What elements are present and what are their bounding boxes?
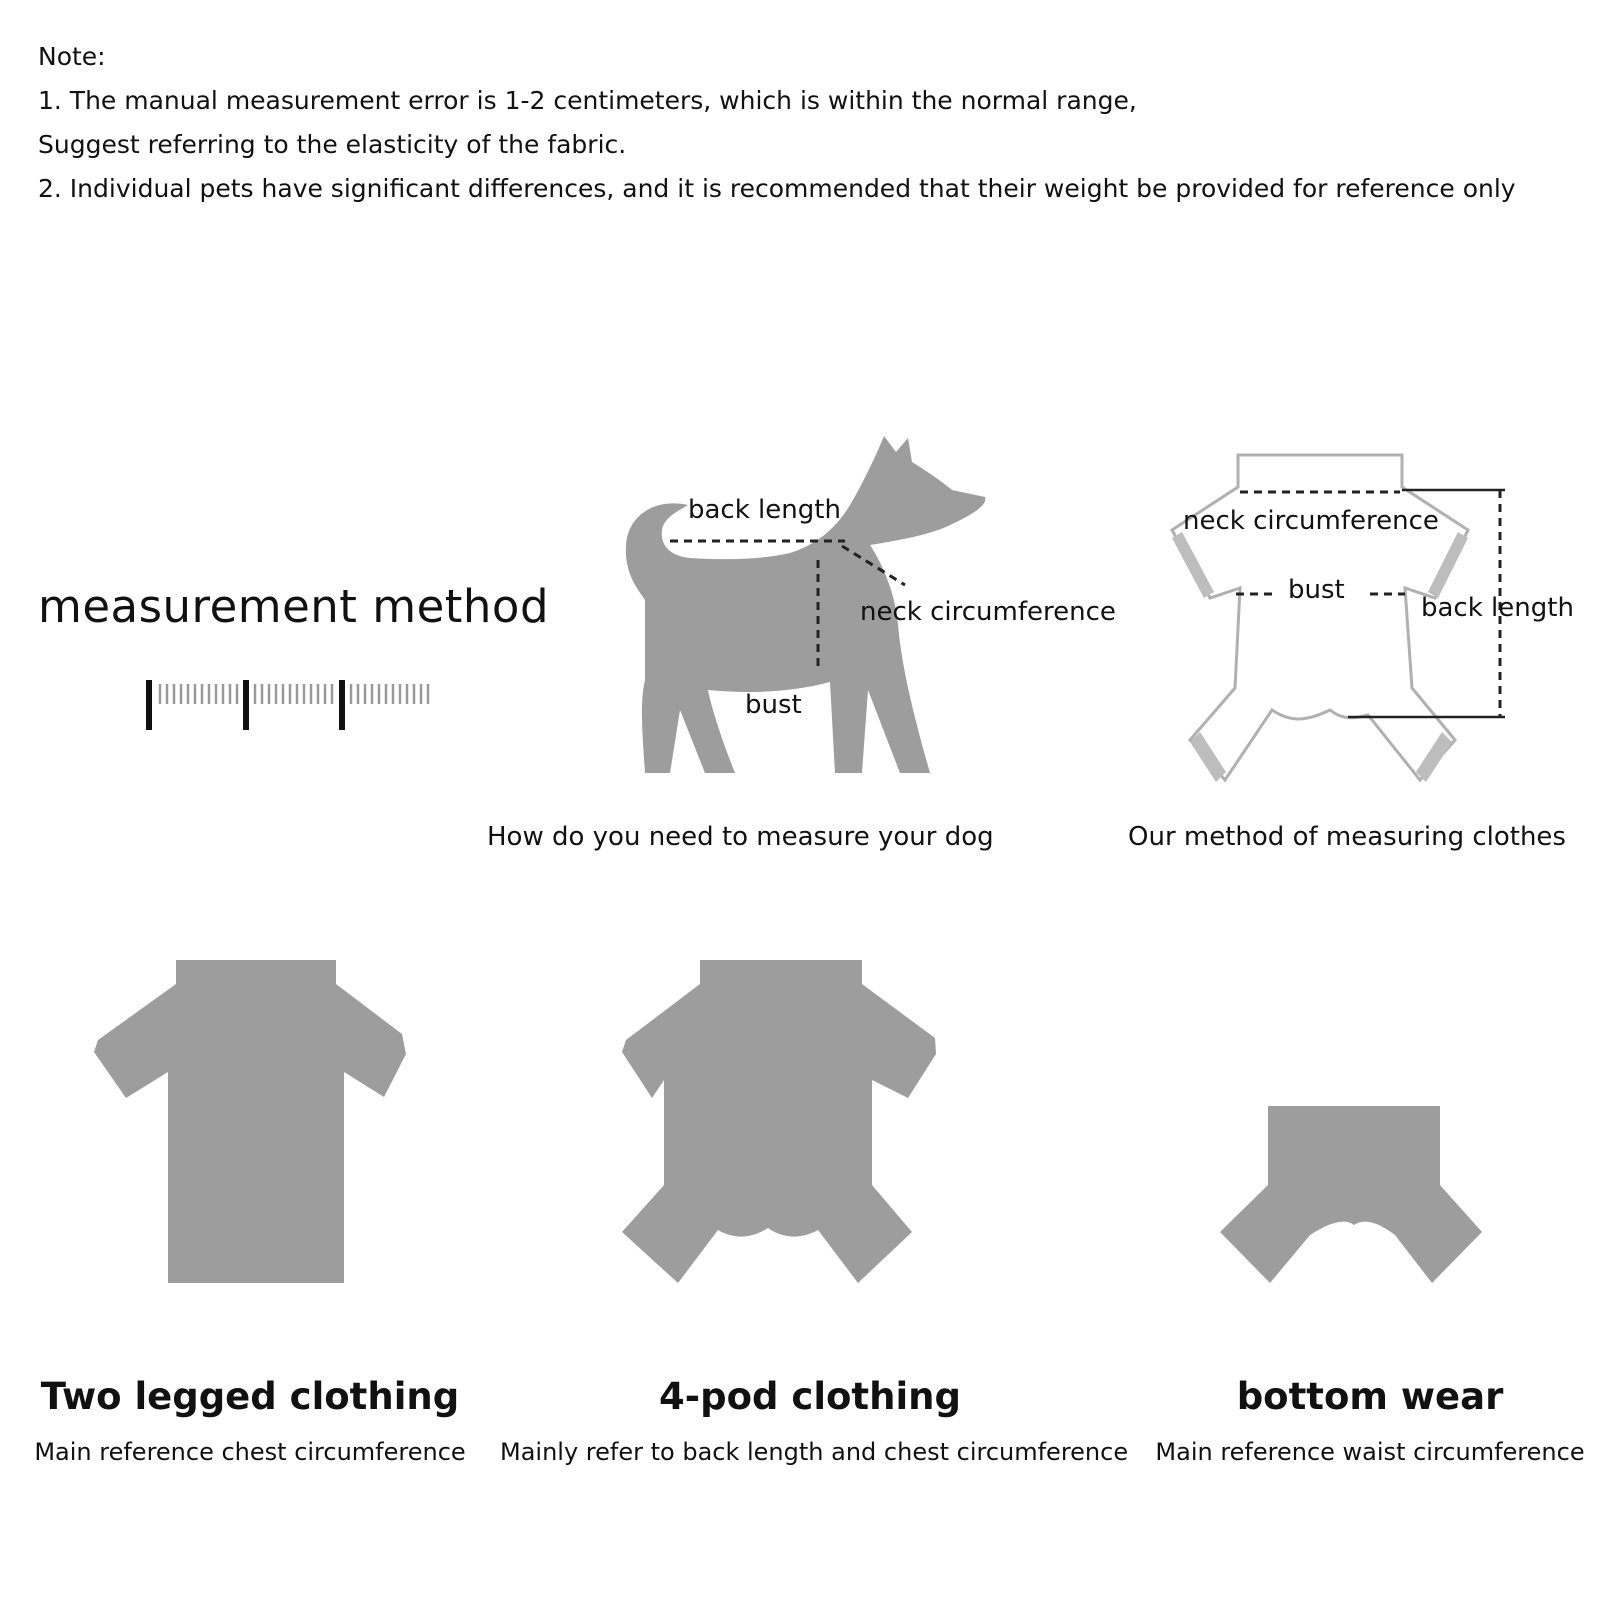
type-title-two-legged: Two legged clothing [40,1375,460,1418]
note-line-1: 1. The manual measurement error is 1-2 centimeters, which is within the normal range, [38,86,1137,115]
clothes-caption: Our method of measuring clothes [1128,822,1566,852]
note-line-3: 2. Individual pets have significant differences, and it is recommended that their weight be provided for reference only [38,174,1516,203]
bottom-wear-icon [1220,1106,1482,1283]
ruler-icon [146,680,428,730]
measurement-method-title: measurement method [38,580,550,633]
type-title-bottom-wear: bottom wear [1236,1375,1504,1418]
type-title-four-pod: 4-pod clothing [659,1375,961,1418]
four-legged-garment-icon [622,960,936,1283]
clothes-back-length-label: back length [1421,593,1574,623]
dog-bust-label: bust [745,690,802,720]
dog-neck-label: neck circumference [860,597,1116,627]
garment-cuffs [1172,532,1468,782]
note-title: Note: [38,42,106,71]
clothes-bust-label: bust [1288,575,1345,605]
note-line-2: Suggest referring to the elasticity of the fabric. [38,130,627,159]
type-subtitle-bottom-wear: Main reference waist circumference [1155,1438,1585,1466]
dog-caption: How do you need to measure your dog [487,822,994,852]
clothes-neck-label: neck circumference [1183,506,1439,536]
two-legged-garment-icon [94,960,406,1283]
type-subtitle-four-pod: Mainly refer to back length and chest circumference [500,1438,1129,1466]
type-subtitle-two-legged: Main reference chest circumference [34,1438,466,1466]
dog-back-length-label: back length [688,495,841,525]
